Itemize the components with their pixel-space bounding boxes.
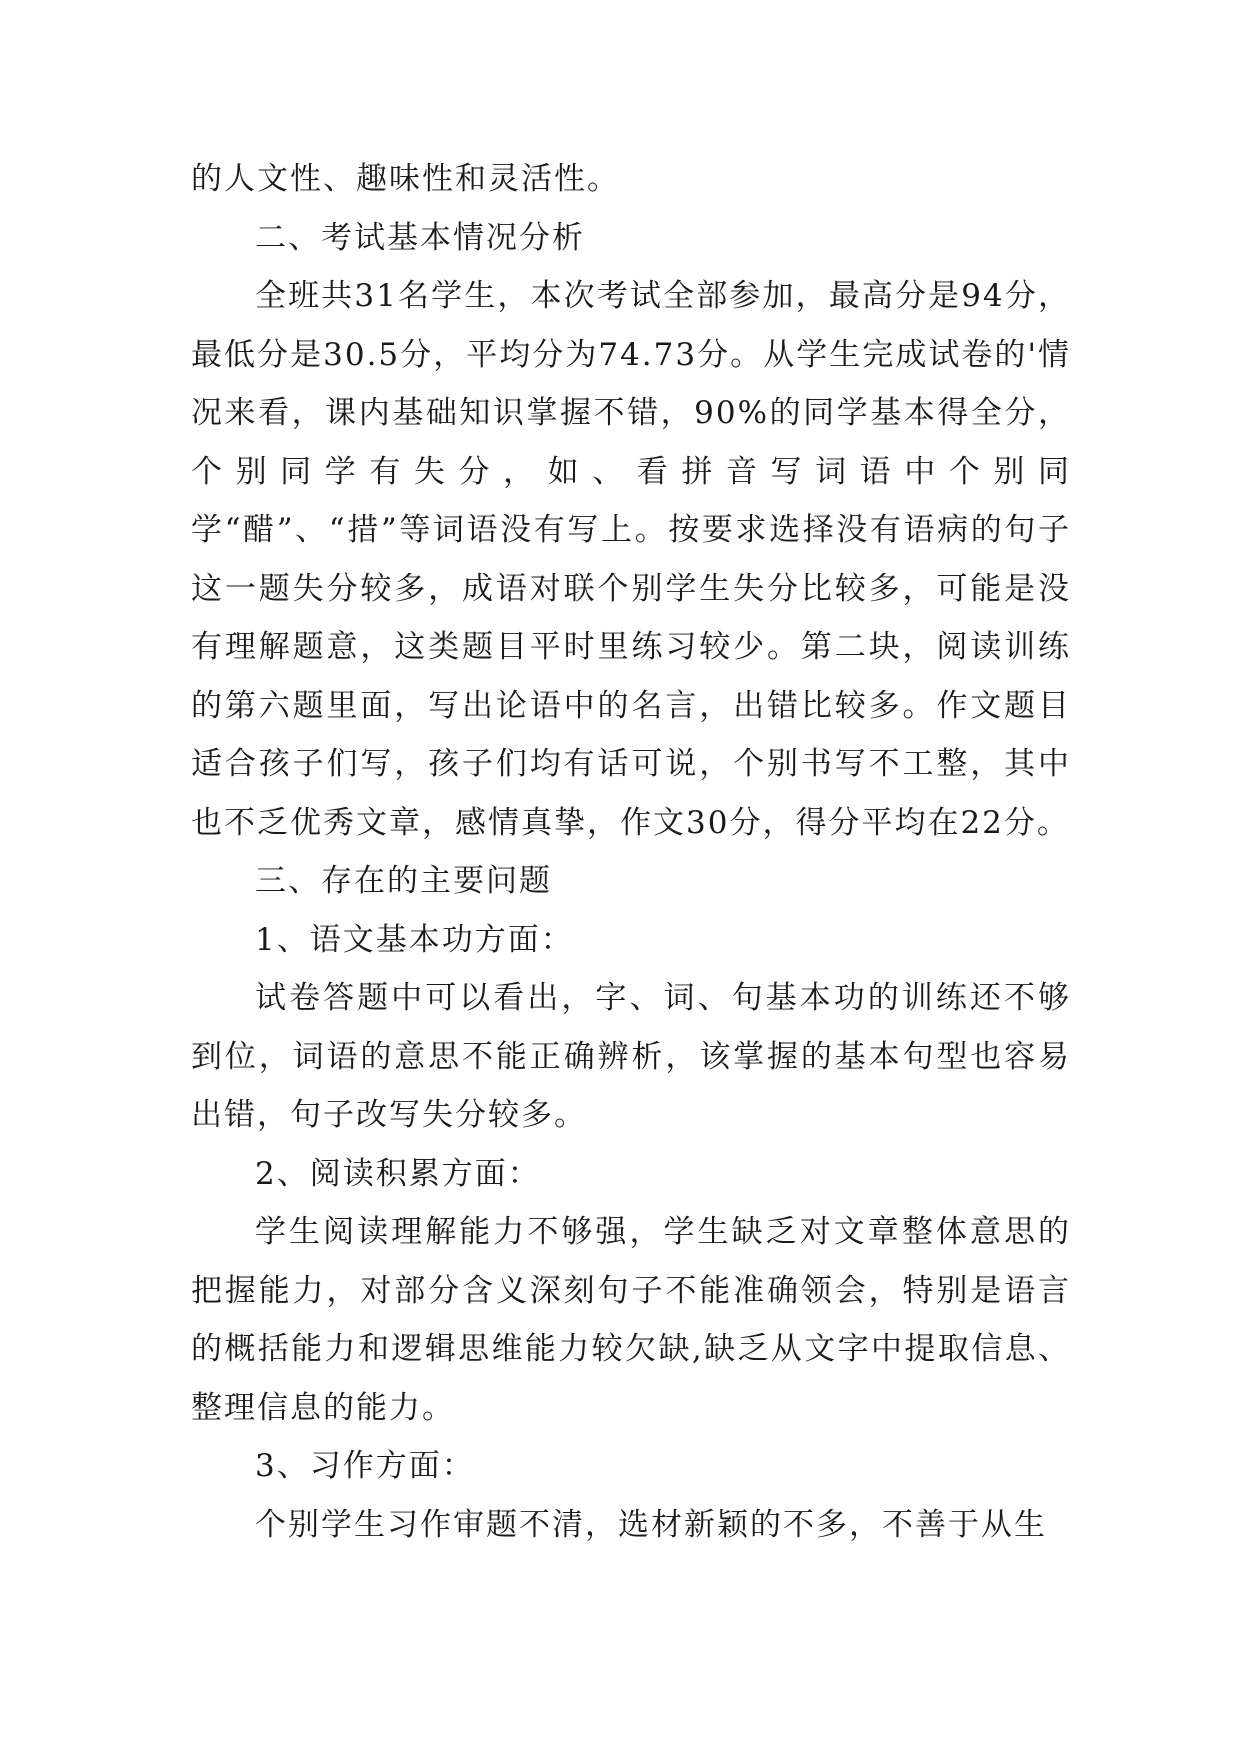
subheading-writing: 3、习作方面： (255, 1448, 475, 1484)
subheading-reading: 2、阅读积累方面： (255, 1155, 541, 1192)
paragraph-reading: 学生阅读理解能力不够强，学生缺乏对文章整体意思的把握能力，对部分含义深刻句子不能准确领会，特别是语言的概括能力和逻辑思维能力较欠缺,缺乏从文字中提取信息、整理信息的能力。 (191, 1214, 1071, 1426)
paragraph-writing: 个别学生习作审题不清，选材新颖的不多，不善于从生 (255, 1506, 1047, 1543)
section-heading-main-problems: 三、存在的主要问题 (255, 863, 552, 899)
paragraph-continuation: 的人文性、趣味性和灵活性。 (191, 161, 620, 197)
paragraph-basic-skills: 试卷答题中可以看出，字、词、句基本功的训练还不够到位，词语的意思不能正确辨析，该掌握的基本句型也容易出错，句子改写失分较多。 (191, 980, 1071, 1133)
paragraph-exam-analysis: 全班共31名学生，本次考试全部参加，最高分是94分，最低分是30.5分，平均分为74.73分。从学生完成试卷的'情况来看，课内基础知识掌握不错，90%的同学基本得全分，个别同学有失分，如、看拼音写词语中个别同学“醋”、“措”等词语没有写上。按要求选择没有语病的句子这一题失分较多，成语对联个别学生失分比较多，可能是没有理解题意，这类题目平时里练习较少。第二块，阅读训练的第六题里面，写出论语中的名言，出错比较多。作文题目适合孩子们写，孩子们均有话可说，个别书写不工整，其中也不乏优秀文章，感情真挚，作文30分，得分平均在22分。 (191, 278, 1071, 841)
document-page (191, 150, 1071, 1554)
subheading-basic-skills: 1、语文基本功方面： (255, 921, 574, 958)
section-heading-exam-analysis: 二、考试基本情况分析 (255, 219, 585, 256)
